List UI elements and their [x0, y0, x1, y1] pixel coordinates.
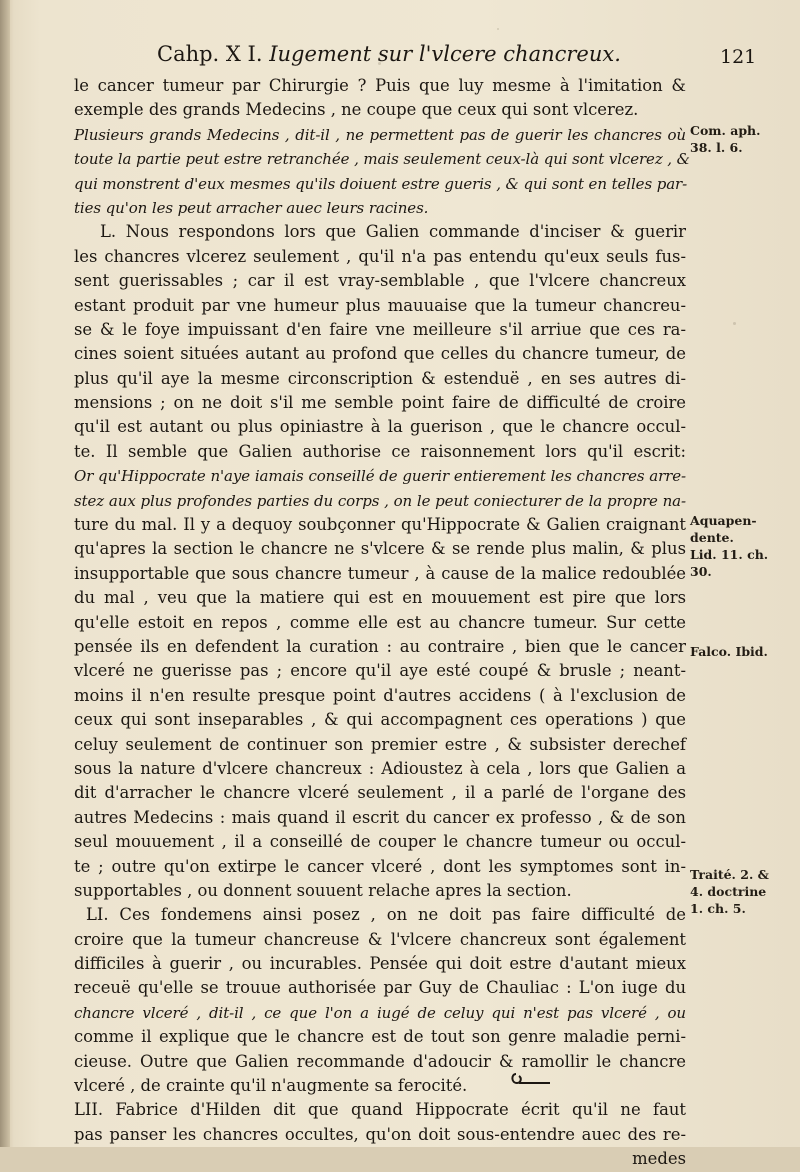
text-line-quote: qui monstrent d'eux mesmes qu'ils doiuent estre gueris , & qui sont en telles par-	[74, 174, 688, 193]
margin-note-line: 38. l. 6.	[690, 140, 743, 155]
text-line-paragraph-start: LII. Fabrice d'Hilden dit que quand Hippocrate écrit qu'il ne faut	[74, 1100, 686, 1120]
text-line: cines soient situées autant au profond que celles du chancre tumeur, de	[74, 344, 686, 364]
text-line: croire que la tumeur chancreuse & l'vlcere chancreux sont également	[74, 929, 686, 949]
text-line-quote: toute la partie peut estre retranchée , mais seulement ceux-là qui sont vlcerez , &	[74, 150, 690, 169]
text-line: autres Medecins : mais quand il escrit du cancer ex professo , & de son	[74, 807, 686, 827]
text-line: pas panser les chancres occultes, qu'on doit sous-entendre auec des re-	[74, 1124, 686, 1144]
text-line: moins il n'en resulte presque point d'autres accidens ( à l'exclusion de	[74, 685, 686, 705]
text-line: qu'apres la section le chancre ne s'vlcere & se rende plus malin, & plus	[74, 539, 686, 559]
text-line-paragraph-start: L. Nous respondons lors que Galien commande d'inciser & guerir	[100, 222, 686, 242]
text-line: se & le foye impuissant d'en faire vne meilleure s'il arriue que ces ra-	[74, 319, 686, 339]
margin-note-line: Falco. Ibid.	[690, 644, 768, 659]
text-line: sent guerissables ; car il est vray-semblable , que l'vlcere chancreux	[74, 271, 686, 291]
paper-speck	[733, 322, 736, 325]
text-line-quote: ties qu'on les peut arracher auec leurs racines.	[74, 198, 429, 217]
text-line: qu'elle estoit en repos , comme elle est au chancre tumeur. Sur cette	[74, 612, 686, 632]
running-title-text: Iugement sur l'vlcere chancreux.	[269, 42, 621, 66]
text-line: vlceré ne guerisse pas ; encore qu'il aye esté coupé & brusle ; neant-	[74, 661, 686, 681]
margin-note-line: 4. doctrine	[690, 884, 767, 899]
margin-note	[690, 643, 798, 660]
margin-note	[690, 512, 798, 580]
running-header	[0, 38, 800, 72]
running-title	[157, 42, 621, 66]
margin-note	[690, 122, 798, 156]
text-line: celuy seulement de continuer son premier estre , & subsister derechef	[74, 734, 686, 754]
margin-note-line: Lid. 11. ch.	[690, 547, 769, 562]
signature-mark-glyph	[510, 1072, 552, 1086]
text-line: vlceré , de crainte qu'il n'augmente sa ferocité.	[74, 1076, 468, 1096]
text-line: pensée ils en defendent la curation : au contraire , bien que le cancer	[74, 636, 686, 656]
text-line: mensions ; on ne doit s'il me semble point faire de difficulté de croire	[74, 393, 686, 413]
text-line-quote: Plusieurs grands Medecins , dit-il , ne permettent pas de guerir les chancres où	[74, 125, 686, 144]
text-line: te ; outre qu'on extirpe le cancer vlceré , dont les symptomes sont in-	[74, 856, 686, 876]
margin-note-line: dente.	[690, 530, 734, 545]
text-line: estant produit par vne humeur plus mauuaise que la tumeur chancreu-	[74, 295, 686, 315]
margin-note-line: Traité. 2. &	[690, 867, 769, 882]
text-line-quote: stez aux plus profondes parties du corps , on le peut coniecturer de la propre na-	[74, 491, 686, 510]
text-line: plus qu'il aye la mesme circonscription & estenduë , en ses autres di-	[74, 368, 686, 388]
text-line: insupportable que sous chancre tumeur , à cause de la malice redoublée	[74, 563, 686, 583]
text-line-paragraph-start: LI. Ces fondemens ainsi posez , on ne doit pas faire difficulté de	[86, 905, 686, 925]
text-line: ture du mal. Il y a dequoy soubçonner qu'Hippocrate & Galien craignant	[74, 515, 686, 535]
text-line: le cancer tumeur par Chirurgie ? Puis que luy mesme à l'imitation &	[74, 76, 686, 95]
paper-speck	[378, 62, 381, 65]
margin-note-line: 1. ch. 5.	[690, 901, 746, 916]
chapter-label: Cahp. X I.	[157, 42, 263, 66]
text-line: du mal , veu que la matiere qui est en mouuement est pire que lors	[74, 588, 686, 608]
text-line: difficiles à guerir , ou incurables. Pensée qui doit estre d'autant mieux	[74, 954, 686, 974]
catchword: medes	[632, 1149, 686, 1169]
margin-note	[690, 866, 798, 917]
text-line: cieuse. Outre que Galien recommande d'adoucir & ramollir le chancre	[74, 1051, 686, 1071]
text-line: sous la nature d'vlcere chancreux : Adioustez à cela , lors que Galien a	[74, 758, 686, 778]
text-line: seul mouuement , il a conseillé de couper le chancre tumeur ou occul-	[74, 832, 686, 852]
page-number: 121	[720, 46, 757, 68]
margin-note-line: 30.	[690, 564, 712, 579]
text-line: exemple des grands Medecins , ne coupe que ceux qui sont vlcerez.	[74, 100, 639, 120]
text-line: receuë qu'elle se trouue authorisée par Guy de Chauliac : L'on iuge du	[74, 978, 686, 998]
text-line: dit d'arracher le chancre vlceré seulement , il a parlé de l'organe des	[74, 783, 686, 803]
text-line: supportables , ou donnent souuent relache apres la section.	[74, 880, 572, 900]
main-text-block	[74, 74, 690, 1172]
margin-note-line: Com. aph.	[690, 123, 761, 138]
margin-note-line: Aquapen-	[690, 513, 757, 528]
text-line: les chancres vlcerez seulement , qu'il n'a pas entendu qu'eux seuls fus-	[74, 246, 686, 266]
paper-speck	[497, 28, 499, 30]
text-line: comme il explique que le chancre est de tout son genre maladie perni-	[74, 1027, 686, 1047]
text-line: ceux qui sont inseparables , & qui accompagnent ces operations ) que	[74, 710, 686, 730]
text-line-quote: Or qu'Hippocrate n'aye iamais conseillé de guerir entierement les chancres arre-	[74, 467, 686, 486]
text-line: qu'il est autant ou plus opiniastre à la guerison , que le chancre occul-	[74, 417, 686, 437]
text-line: chancre vlceré , dit-il , ce que l'on a iugé de celuy qui n'est pas vlceré , ou	[74, 1003, 686, 1022]
text-line: te. Il semble que Galien authorise ce raisonnement lors qu'il escrit:	[74, 441, 686, 461]
signature-mark	[510, 1072, 552, 1086]
